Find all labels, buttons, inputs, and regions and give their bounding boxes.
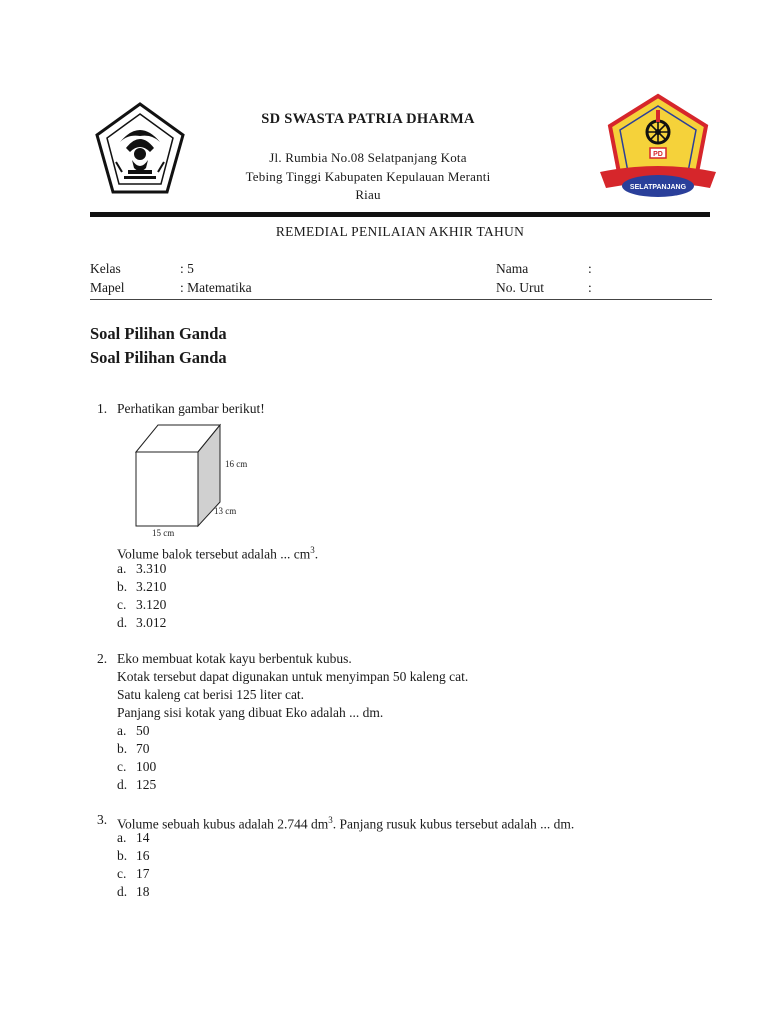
option-value: 16 [136,848,150,863]
question-number: 1. [97,401,108,416]
option-value: 3.120 [136,597,167,612]
figure-depth-label: 13 cm [214,506,237,516]
question-line: Eko membuat kotak kayu berbentuk kubus. [117,651,352,666]
school-name: SD SWASTA PATRIA DHARMA [261,111,475,127]
question-superscript: 3 [328,815,333,825]
option-value: 3.012 [136,615,167,630]
option-value: 3.310 [136,561,167,576]
option-value: 18 [136,884,150,899]
question-text [117,811,574,834]
cuboid-figure [130,420,260,540]
tut-wuri-handayani-logo [90,100,190,200]
info-divider [90,299,712,300]
option-value: 14 [136,830,150,845]
figure-width-label: 15 cm [152,528,175,538]
address-line-1: Jl. Rumbia No.08 Selatpanjang Kota [269,150,467,165]
mapel-value: : Matematika [180,280,252,295]
stem-superscript: 3 [310,545,315,555]
option-value: 125 [136,777,157,792]
option-value: 3.210 [136,579,167,594]
urut-label: No. Urut [496,280,544,295]
option-letter: c. [117,759,127,774]
option-letter: c. [117,597,127,612]
address-line-2: Tebing Tinggi Kabupaten Kepulauan Meranti [245,169,491,184]
question-text-a: Volume sebuah kubus adalah 2.744 dm [117,816,329,832]
logo-badge-text: PD [653,151,663,158]
option-value: 100 [136,759,157,774]
option-letter: d. [117,777,128,792]
exam-title: REMEDIAL PENILAIAN AKHIR TAHUN [275,224,525,239]
option-value: 17 [136,866,150,881]
kelas-label: Kelas [90,261,121,276]
mapel-label: Mapel [90,280,125,295]
stem-text: Volume balok tersebut adalah ... cm [117,546,311,562]
kelas-value: : 5 [180,261,194,276]
option-letter: a. [117,723,127,738]
option-letter: c. [117,866,127,881]
nama-value: : [588,261,592,276]
option-value: 50 [136,723,150,738]
question-number: 2. [97,651,108,666]
option-letter: b. [117,741,128,756]
question-text: Perhatikan gambar berikut! [117,401,265,416]
option-letter: a. [117,830,127,845]
header-divider [90,212,710,217]
question-number: 3. [97,812,108,827]
option-letter: b. [117,579,128,594]
patria-dharma-logo [598,90,718,205]
option-letter: a. [117,561,127,576]
question-text-b: . Panjang rusuk kubus tersebut adalah ... dm. [332,816,575,832]
option-letter: d. [117,884,128,899]
nama-label: Nama [496,261,529,276]
section-heading: Soal Pilihan Ganda [90,348,227,367]
option-letter: d. [117,615,128,630]
section-heading: Soal Pilihan Ganda [90,324,227,343]
question-line: Satu kaleng cat berisi 125 liter cat. [117,687,305,702]
question-line: Panjang sisi kotak yang dibuat Eko adalah ... dm. [117,705,384,720]
address-line-3: Riau [355,187,381,202]
logo-ribbon-text: SELATPANJANG [629,184,687,191]
urut-value: : [588,280,592,295]
stem-end: . [314,546,319,562]
option-letter: b. [117,848,128,863]
option-value: 70 [136,741,150,756]
figure-height-label: 16 cm [225,459,248,469]
question-line: Kotak tersebut dapat digunakan untuk menyimpan 50 kaleng cat. [117,669,469,684]
